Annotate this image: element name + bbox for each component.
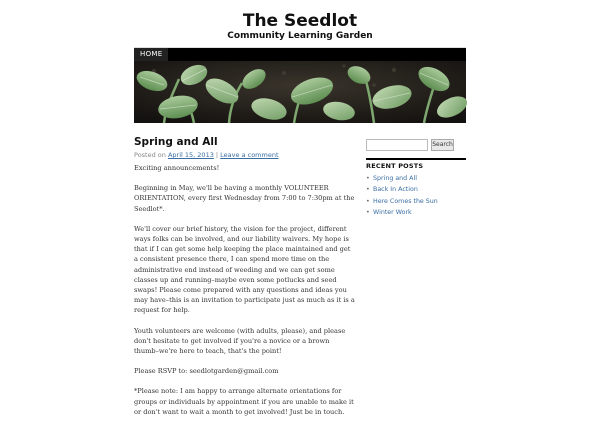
recent-post-link[interactable]: • Here Comes the Sun — [366, 196, 466, 207]
post-paragraph: *Please note: I am happy to arrange alternate orientations for groups or individuals by appointment if you are unable to make it or don't want to wait a month to get involved! Just be in touch. — [134, 387, 354, 416]
site-title[interactable]: The Seedlot — [242, 11, 358, 31]
post-title[interactable]: Spring and All — [134, 136, 218, 148]
post-meta-separator: | — [213, 151, 221, 159]
recent-posts-list — [366, 173, 466, 219]
post-paragraph: Beginning in May, we'll be having a monthly VOLUNTEER ORIENTATION, every first Wednesday from 7:00 to 7:30pm at the Seedlot*. — [134, 184, 355, 213]
post-paragraph: We'll cover our brief history, the vision for the project, different ways folks can be involved, and our liability waivers. My hope is that if I can get some help keeping the place maintained and get a consistent presence there, I can spend more time on the administrative end instead of weeding and we can get some classes up and running–maybe even some potlucks and seed swaps! Please come prepared with any questions and ideas you may have–this is an invitation to participate just as much as it is a request for help. — [134, 224, 355, 315]
site-tagline: Community Learning Garden — [227, 31, 373, 41]
post-content — [134, 163, 356, 427]
search-input[interactable] — [366, 139, 428, 151]
header-banner-image — [134, 61, 466, 123]
post-meta — [134, 151, 279, 159]
seedling-photo — [134, 61, 466, 123]
search-button[interactable]: Search — [431, 139, 454, 151]
post-meta-prefix: Posted on — [134, 151, 168, 159]
post-paragraph: Exciting announcements! — [134, 164, 220, 172]
post-paragraph: Please RSVP to: seedlotgarden@gmail.com — [134, 367, 279, 376]
post-paragraph: Youth volunteers are welcome (with adults, please), and please don't hesitate to get involved if you're a novice or a brown thumb–we're here to teach, that's the point! — [134, 326, 346, 356]
recent-post-link[interactable]: • Back In Action — [366, 184, 466, 195]
recent-post-link[interactable]: • Winter Work — [366, 207, 466, 218]
recent-posts-heading: RECENT POSTS — [366, 162, 424, 170]
recent-post-link[interactable]: • Spring and All — [366, 173, 466, 184]
nav-item-home[interactable]: HOME — [134, 48, 168, 61]
post-date-link[interactable]: April 15, 2013 — [167, 151, 214, 159]
recent-posts-divider — [366, 158, 466, 160]
main-nav — [134, 48, 466, 61]
leave-comment-link[interactable]: Leave a comment — [220, 151, 279, 159]
